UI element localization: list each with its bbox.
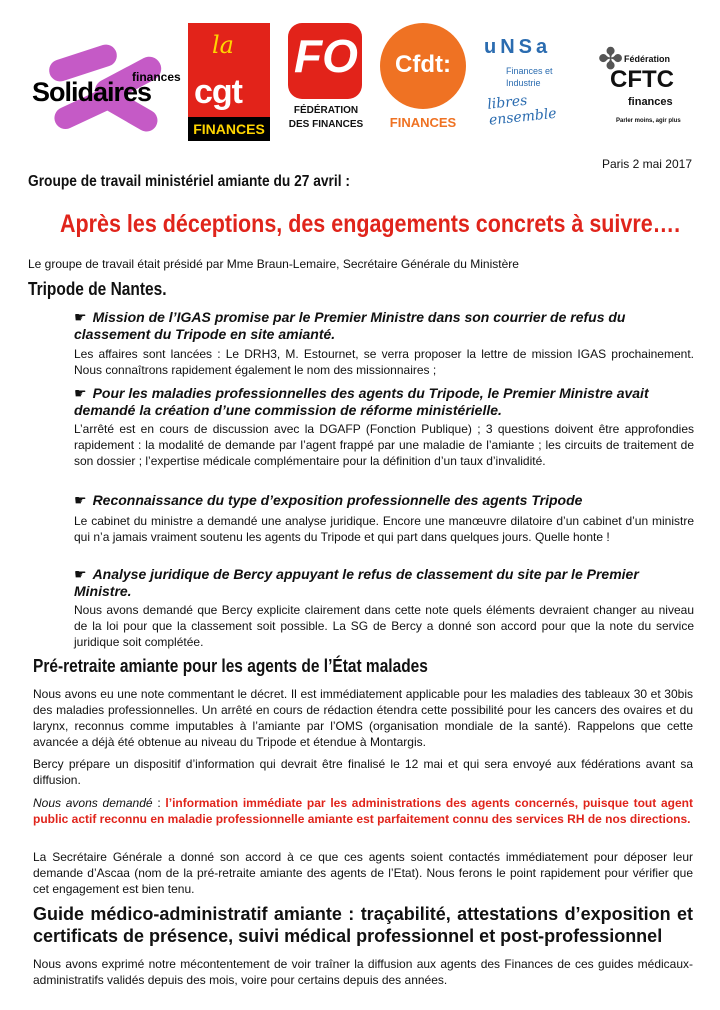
preretraite-paragraph-4: La Secrétaire Générale a donné son accord à ce que ces agents soient contactés immédiatement pour déposer leur demande d’Ascaa (nom de la pré-retraite amiante des agents de l’Etat). Nous ferons le point rapidement pour vérifier que cet engagement est bien tenu.	[33, 850, 693, 896]
solidaires-logo-sub: finances	[132, 70, 181, 84]
solidaires-finances-logo	[30, 38, 180, 138]
cfdt-finances-logo	[378, 23, 468, 141]
unsa-finances-logo	[484, 36, 580, 136]
cgt-finances-logo	[188, 23, 270, 141]
document-date: Paris 2 mai 2017	[601, 157, 692, 171]
cftc-logo-name: CFTC	[610, 66, 674, 93]
section-tripode-heading: Tripode de Nantes.	[28, 279, 167, 299]
cftc-logo-motto: Parler moins, agir plus	[616, 118, 681, 124]
main-title: Après les déceptions, des engagements concrets à suivre….	[60, 210, 681, 238]
unsa-logo-slogan: libres ensemble	[486, 92, 558, 129]
union-logos-banner	[20, 18, 700, 143]
item-legal-body: Nous avons demandé que Bercy explicite clairement dans cette note quels éléments devraient changer au niveau de la loi pour que la classement soit possible. La SG de Bercy a donné son accord pour que la note du service juridique soit complétée.	[74, 603, 694, 649]
cftc-logo-sub: finances	[628, 96, 673, 108]
item-exposure-title-text: Reconnaissance du type d’exposition professionnelle des agents Tripode	[92, 492, 583, 508]
preretraite-paragraph-3	[33, 795, 693, 827]
item-exposure-body: Le cabinet du ministre a demandé une analyse juridique. Encore une manœuvre dilatoire d’un cabinet d’un ministre qui n’a jamais vraiment soutenu les agents du Tripode et qui part dans quelques jours. Quelle honte !	[74, 514, 694, 544]
fo-logo-line1: FÉDÉRATION	[293, 105, 359, 116]
preretraite-paragraph-1: Nous avons eu une note commentant le décret. Il est immédiatement applicable pour les maladies des tableaux 30 et 30bis des maladies professionnelles. Un arrêté en cours de rédaction étendra cette possibilité pour les cancers des ovaires et du larynx, reconnus comme imputables à l’amiante par l’OMS (organisation mondiale de la santé). Rappelons que cette avancée a déjà été obtenue au niveau du Tripode et étendue à Montargis.	[33, 687, 693, 749]
cgt-logo-la: la	[212, 31, 234, 59]
working-group-title: Groupe de travail ministériel amiante du 27 avril :	[28, 173, 350, 190]
cftc-logo-fed: Fédération	[624, 54, 671, 64]
item-commission-title-text: Pour les maladies professionnelles des agents du Tripode, le Premier Ministre avait demandé la création d’une commission de réforme ministérielle.	[74, 385, 649, 418]
intro-text: Le groupe de travail était présidé par Mme Braun-Lemaire, Secrétaire Générale du Ministère	[28, 257, 519, 271]
demand-lead: Nous avons demandé	[33, 796, 153, 810]
guide-paragraph-1: Nous avons exprimé notre mécontentement de voir traîner la diffusion aux agents des Finances de ces guides médicaux-administratifs validés depuis des mois, voire pour certains depuis des années.	[33, 957, 693, 987]
item-igas-body: Les affaires sont lancées : Le DRH3, M. Estournet, se verra proposer la lettre de mission IGAS prochainement. Nous connaîtrons rapidement également le nom des missionnaires ;	[74, 347, 694, 377]
item-exposure-title	[74, 492, 699, 509]
unsa-logo-line1: Finances et	[506, 66, 553, 76]
fo-logo-name: FO	[294, 30, 358, 82]
fo-logo-line2: DES FINANCES	[288, 119, 364, 130]
cgt-logo-sub: FINANCES	[188, 117, 270, 141]
item-legal-title-text: Analyse juridique de Bercy appuyant le refus de classement du site par le Premier Ministre.	[74, 566, 639, 599]
item-igas-title-text: Mission de l’IGAS promise par le Premier Ministre dans son courrier de refus du classement du Tripode en site amianté.	[74, 309, 626, 342]
section-guide-heading: Guide médico-administratif amiante : traçabilité, attestations d’exposition et certificats de présence, suivi médical professionnel et post-professionnel	[33, 904, 693, 946]
cgt-logo-name: cgt	[194, 73, 242, 111]
fo-finances-logo	[284, 23, 368, 141]
item-commission-body: L’arrêté est en cours de discussion avec la DGAFP (Fonction Publique) ; 3 questions doivent être approfondies rapidement : la modalité de demande par l’agent frappé par une maladie de l’amiante ; les circuits de traitement de son dossier ; l’expertise médicale complémentaire pour la définition d’un taux d’invalidité.	[74, 422, 694, 468]
preretraite-paragraph-2: Bercy prépare un dispositif d’information qui devrait être finalisé le 12 mai et qui sera envoyé aux fédérations avant sa diffusion.	[33, 757, 693, 787]
demand-separator: :	[152, 796, 166, 810]
item-legal-title	[74, 566, 699, 600]
pointing-hand-icon: ☛	[74, 566, 87, 582]
unsa-logo-line2: Industrie	[506, 78, 541, 88]
cftc-emblem-icon: ✤	[598, 43, 624, 76]
item-igas-title	[74, 309, 699, 343]
cfdt-logo-sub: FINANCES	[389, 115, 457, 130]
item-commission-title	[74, 385, 699, 419]
demand-text: l’information immédiate par les administrations des agents concernés, puisque tout agent public actif reconnu en maladie professionnelle amiante est parfaitement connu des services RH de nos directions.	[33, 796, 693, 826]
cfdt-logo-name: Cfdt:	[395, 51, 451, 78]
unsa-logo-name: uNSa	[484, 36, 552, 58]
pointing-hand-icon: ☛	[74, 385, 87, 401]
solidaires-logo-word: Solidaires	[32, 77, 152, 107]
section-preretraite-heading: Pré-retraite amiante pour les agents de l’État malades	[33, 656, 428, 676]
pointing-hand-icon: ☛	[74, 309, 87, 325]
pointing-hand-icon: ☛	[74, 492, 87, 508]
cftc-finances-logo	[590, 36, 694, 136]
